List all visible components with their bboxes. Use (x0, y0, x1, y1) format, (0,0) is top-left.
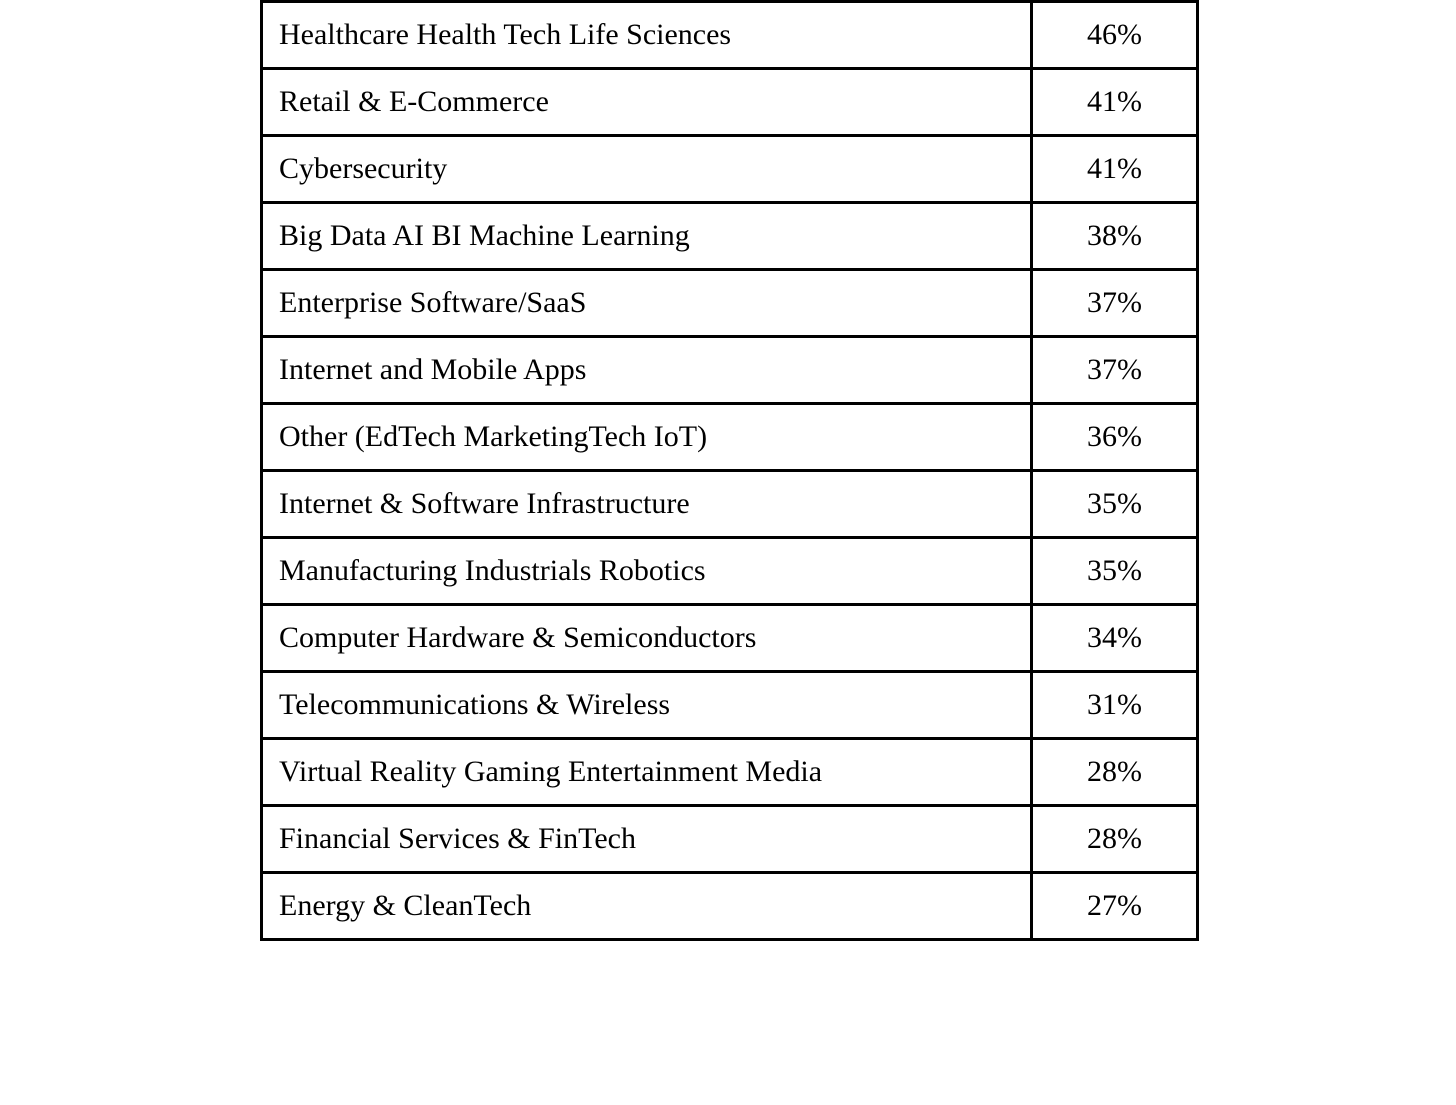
sector-percentage: 34% (1032, 605, 1198, 672)
sector-percentage: 35% (1032, 471, 1198, 538)
sector-percentage: 35% (1032, 538, 1198, 605)
table-row (262, 739, 1198, 806)
table-row (262, 605, 1198, 672)
table-row (262, 538, 1198, 605)
sector-label: Manufacturing Industrials Robotics (262, 538, 1032, 605)
sector-label: Enterprise Software/SaaS (262, 270, 1032, 337)
sector-percentage: 28% (1032, 806, 1198, 873)
sector-percentage: 27% (1032, 873, 1198, 940)
sector-label: Big Data AI BI Machine Learning (262, 203, 1032, 270)
sector-percentage: 41% (1032, 136, 1198, 203)
sector-label: Cybersecurity (262, 136, 1032, 203)
table-row (262, 873, 1198, 940)
sector-percentage: 28% (1032, 739, 1198, 806)
sector-percentage: 46% (1032, 2, 1198, 69)
sector-label: Financial Services & FinTech (262, 806, 1032, 873)
table-row (262, 2, 1198, 69)
sector-percentage-table (260, 0, 1199, 941)
sector-label: Energy & CleanTech (262, 873, 1032, 940)
sector-label: Virtual Reality Gaming Entertainment Media (262, 739, 1032, 806)
table-row (262, 404, 1198, 471)
sector-label: Computer Hardware & Semiconductors (262, 605, 1032, 672)
sector-percentage: 36% (1032, 404, 1198, 471)
sector-percentage: 41% (1032, 69, 1198, 136)
sector-label: Healthcare Health Tech Life Sciences (262, 2, 1032, 69)
sector-label: Retail & E-Commerce (262, 69, 1032, 136)
table-row (262, 806, 1198, 873)
sector-table-container (260, 0, 1196, 941)
sector-label: Telecommunications & Wireless (262, 672, 1032, 739)
table-row (262, 203, 1198, 270)
table-row (262, 270, 1198, 337)
table-row (262, 672, 1198, 739)
sector-percentage: 37% (1032, 270, 1198, 337)
sector-percentage: 38% (1032, 203, 1198, 270)
sector-label: Other (EdTech MarketingTech IoT) (262, 404, 1032, 471)
sector-label: Internet and Mobile Apps (262, 337, 1032, 404)
sector-label: Internet & Software Infrastructure (262, 471, 1032, 538)
table-row (262, 136, 1198, 203)
table-row (262, 69, 1198, 136)
sector-percentage: 37% (1032, 337, 1198, 404)
table-row (262, 471, 1198, 538)
sector-percentage: 31% (1032, 672, 1198, 739)
table-row (262, 337, 1198, 404)
